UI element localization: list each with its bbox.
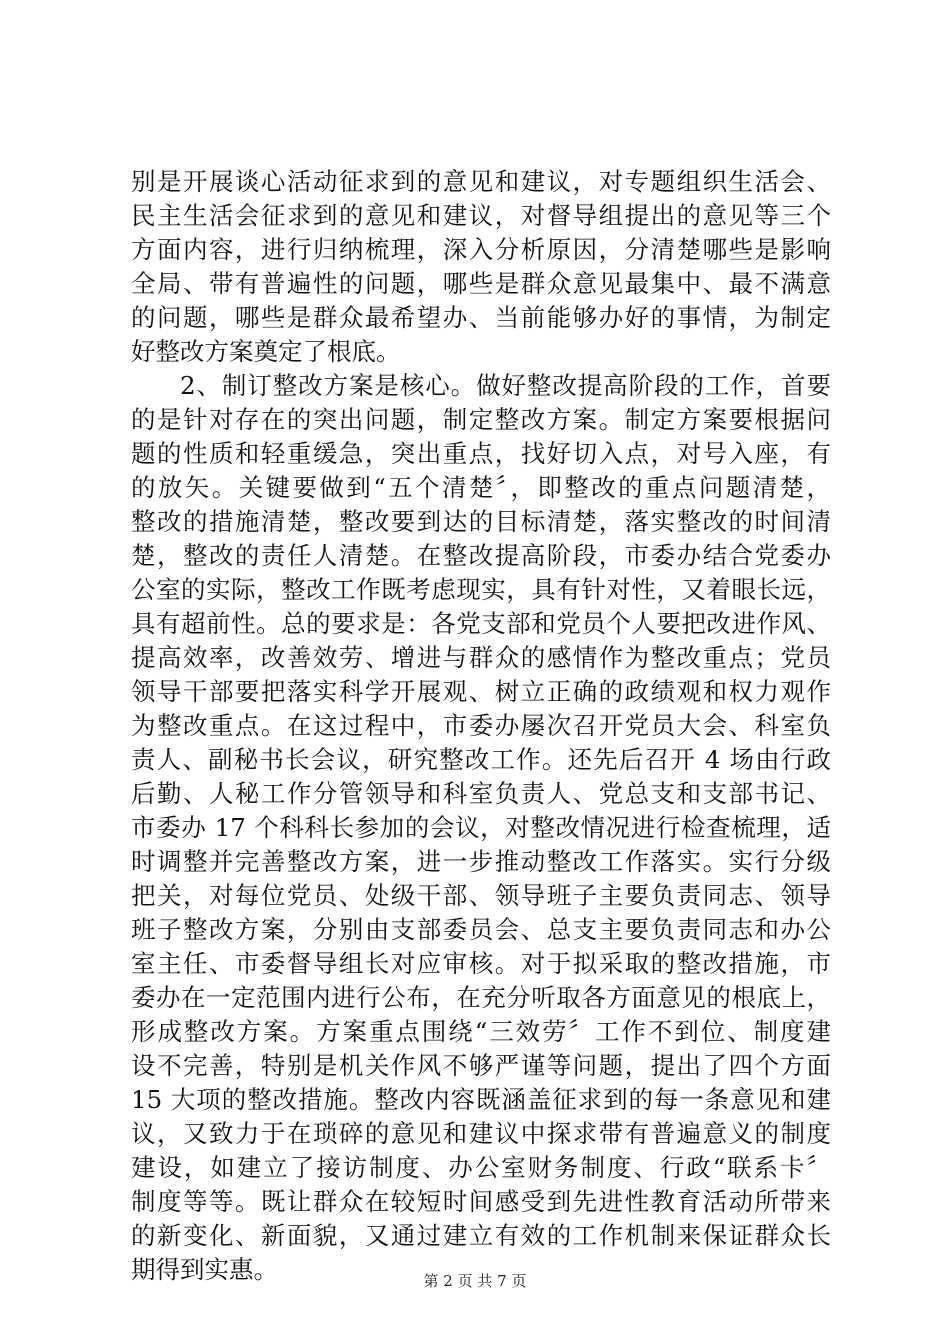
text-line: 提高效率，改善效劳、增进与群众的感情作为整改重点；党员 (131, 643, 831, 672)
text-line: 领导干部要把落实科学开展观、树立正确的政绩观和权力观作 (131, 677, 831, 706)
text-line: 题的性质和轻重缓急，突出重点，找好切入点，对号入座，有 (131, 439, 831, 468)
text-line: 好整改方案奠定了根底。 (131, 337, 401, 366)
text-line: 时调整并完善整改方案，进一步推动整改工作落实。实行分级 (131, 847, 831, 876)
text-line: 的新变化、新面貌，又通过建立有效的工作机制来保证群众长 (131, 1221, 831, 1250)
text-line: 别是开展谈心活动征求到的意见和建议，对专题组织生活会、 (131, 167, 831, 196)
page-number-footer: 第 2 页 共 7 页 (423, 1272, 527, 1290)
text-line: 班子整改方案，分别由支部委员会、总支主要负责同志和办公 (131, 915, 831, 944)
text-line: 制度等等。既让群众在较短时间感受到先进性教育活动所带来 (131, 1187, 831, 1216)
text-line: 全局、带有普遍性的问题，哪些是群众意见最集中、最不满意 (131, 269, 831, 298)
text-line: 期得到实惠。 (131, 1255, 278, 1284)
text-line: 的是针对存在的突出问题，制定整改方案。制定方案要根据问 (131, 405, 831, 434)
text-line: 委办在一定范围内进行公布，在充分听取各方面意见的根底上， (131, 983, 831, 1012)
text-line: 后勤、人秘工作分管领导和科室负责人、党总支和支部书记、 (131, 779, 831, 808)
text-line: 把关，对每位党员、处级干部、领导班子主要负责同志、领导 (131, 881, 831, 910)
text-line: 具有超前性。总的要求是：各党支部和党员个人要把改进作风、 (131, 609, 831, 638)
text-line: 15 大项的整改措施。整改内容既涵盖征求到的每一条意见和建 (131, 1085, 831, 1114)
text-line: 民主生活会征求到的意见和建议，对督导组提出的意见等三个 (131, 201, 831, 230)
text-line: 市委办 17 个科科长参加的会议，对整改情况进行检查梳理，适 (131, 813, 831, 842)
text-line: 公室的实际，整改工作既考虑现实，具有针对性，又着眼长远， (131, 575, 831, 604)
text-line: 议，又致力于在琐碎的意见和建议中探求带有普遍意义的制度 (131, 1119, 831, 1148)
text-line: 为整改重点。在这过程中，市委办屡次召开党员大会、科室负 (131, 711, 831, 740)
paragraph-start-line: 2、制订整改方案是核心。做好整改提高阶段的工作，首要 (180, 371, 831, 400)
document-body (131, 165, 831, 1287)
text-line: 方面内容，进行归纳梳理，深入分析原因，分清楚哪些是影响 (131, 235, 831, 264)
text-line: 设不完善，特别是机关作风不够严谨等问题，提出了四个方面 (131, 1051, 831, 1080)
text-line: 楚，整改的责任人清楚。在整改提高阶段，市委办结合党委办 (131, 541, 831, 570)
text-line: 责人、副秘书长会议，研究整改工作。还先后召开 4 场由行政 (131, 745, 831, 774)
text-line: 整改的措施清楚，整改要到达的目标清楚，落实整改的时间清 (131, 507, 831, 536)
text-line: 建设，如建立了接访制度、办公室财务制度、行政“联系卡〞 (131, 1153, 831, 1182)
text-line: 室主任、市委督导组长对应审核。对于拟采取的整改措施，市 (131, 949, 831, 978)
text-line: 的问题，哪些是群众最希望办、当前能够办好的事情，为制定 (131, 303, 831, 332)
text-line: 形成整改方案。方案重点围绕“三效劳〞工作不到位、制度建 (131, 1017, 831, 1046)
text-line: 的放矢。关键要做到“五个清楚〞，即整改的重点问题清楚， (131, 473, 831, 502)
